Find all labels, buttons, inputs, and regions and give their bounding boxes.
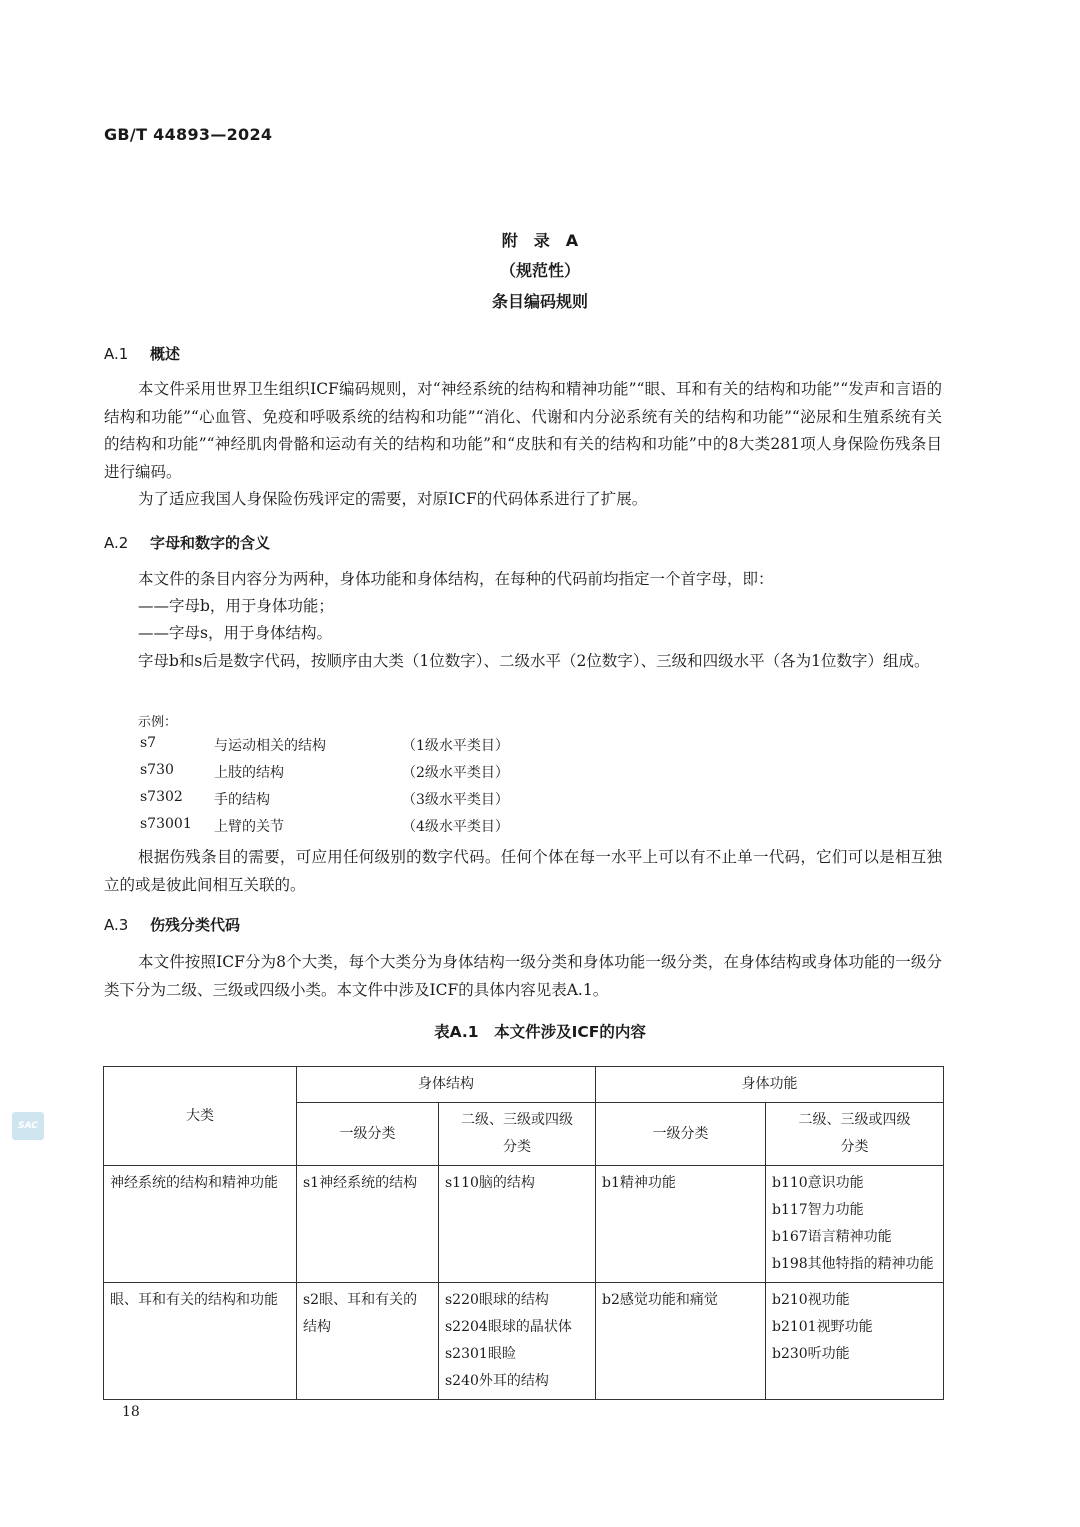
section-a1-body — [104, 376, 942, 514]
cell-line: b1精神功能 — [602, 1175, 676, 1191]
section-heading-a2 — [104, 532, 270, 553]
appendix-nature: （规范性） — [499, 261, 580, 280]
example-desc: 与运动相关的结构 — [214, 738, 326, 754]
cell-category: 神经系统的结构和精神功能 — [104, 1166, 297, 1283]
sac-watermark: SAC — [12, 1112, 44, 1140]
table-caption: 表A.1 本文件涉及ICF的内容 — [434, 1023, 646, 1041]
paragraph: 本文件的条目内容分为两种，身体功能和身体结构，在每种的代码前均指定一个首字母，即： — [138, 570, 774, 588]
cell-line: s110脑的结构 — [445, 1175, 535, 1191]
paragraph: 根据伤残条目的需要，可应用任何级别的数字代码。任何个体在每一水平上可以有不止单一代码，它们可以是相互独立的或是彼此间相互关联的。 — [104, 848, 942, 894]
example-code: s73001 — [140, 816, 192, 832]
header-line: 分类 — [840, 1139, 869, 1155]
paragraph: 字母b和s后是数字代码，按顺序由大类（1位数字）、二级水平（2位数字）、三级和四级水平（各为1位数字）组成。 — [138, 652, 930, 670]
section-a2-para3 — [104, 844, 942, 899]
cell-line: s2301眼睑 — [445, 1346, 516, 1362]
cell-structure-l1 — [297, 1283, 439, 1400]
example-code: s7302 — [140, 789, 183, 805]
cell-function-l1 — [596, 1166, 766, 1283]
page-number: 18 — [122, 1404, 140, 1420]
dash-item: ——字母b，用于身体功能； — [138, 597, 334, 615]
section-title: 伤残分类代码 — [150, 916, 241, 934]
paragraph: 本文件按照ICF分为8个大类，每个大类分为身体结构一级分类和身体功能一级分类，在身体结构或身体功能的一级分类下分为二级、三级或四级小类。本文件中涉及ICF的具体内容见表A.1。 — [104, 953, 942, 999]
section-title: 概述 — [150, 345, 181, 363]
header-category: 大类 — [104, 1067, 297, 1166]
appendix-title: 条目编码规则 — [491, 292, 588, 311]
header-line: 分类 — [503, 1139, 531, 1155]
paragraph: 本文件采用世界卫生组织ICF编码规则，对“神经系统的结构和精神功能”“眼、耳和有关的结构和功能”“发声和言语的结构和功能”“心血管、免疫和呼吸系统的结构和功能”“消化、代谢和内分泌系统有关的结构和功能”“泌尿和生殖系统有关的结构和功能”“神经肌肉骨骼和运动有关的结构和功能”和“皮肤和有关的结构和功能”中的8大类281项人身保险伤残条目进行编码。 — [104, 380, 942, 481]
cell-structure-l234 — [439, 1166, 596, 1283]
example-desc: 上肢的结构 — [214, 765, 284, 781]
paragraph: 为了适应我国人身保险伤残评定的需要，对原ICF的代码体系进行了扩展。 — [138, 490, 648, 508]
header-structure: 身体结构 — [297, 1067, 596, 1103]
cell-category: 眼、耳和有关的结构和功能 — [104, 1283, 297, 1400]
dash-item: ——字母s，用于身体结构。 — [138, 624, 332, 642]
example-level: （3级水平类目） — [402, 792, 509, 808]
header-structure-level234 — [439, 1103, 596, 1166]
table-header-row — [104, 1067, 944, 1103]
example-level: （2级水平类目） — [402, 765, 509, 781]
header-function: 身体功能 — [596, 1067, 944, 1103]
icf-table — [103, 1066, 944, 1400]
cell-line: b167语言精神功能 — [772, 1229, 892, 1245]
header-line: 二级、三级或四级 — [461, 1112, 573, 1128]
section-heading-a3 — [104, 914, 240, 935]
example-level: （4级水平类目） — [402, 819, 509, 835]
example-label: 示例： — [138, 715, 178, 730]
standard-number: GB/T 44893—2024 — [104, 125, 273, 144]
example-desc: 上臂的关节 — [214, 819, 284, 835]
cell-structure-l234 — [439, 1283, 596, 1400]
header-function-level234 — [766, 1103, 944, 1166]
cell-line: s2204眼球的晶状体 — [445, 1319, 572, 1335]
table-row — [104, 1283, 944, 1400]
cell-function-l1 — [596, 1283, 766, 1400]
cell-line: 结构 — [303, 1319, 331, 1335]
cell-line: b198其他特指的精神功能 — [772, 1256, 934, 1272]
cell-line: s2眼、耳和有关的 — [303, 1292, 418, 1308]
section-a2-para2 — [104, 648, 942, 676]
section-number: A.3 — [104, 916, 129, 934]
header-line: 二级、三级或四级 — [798, 1112, 911, 1128]
section-a3-body — [104, 949, 942, 1004]
section-number: A.2 — [104, 534, 129, 552]
example-desc: 手的结构 — [214, 792, 270, 808]
cell-structure-l1 — [297, 1166, 439, 1283]
header-structure-level1: 一级分类 — [297, 1103, 439, 1166]
cell-line: b2101视野功能 — [772, 1319, 873, 1335]
cell-line: b2感觉功能和痛觉 — [602, 1292, 718, 1308]
section-a2-intro — [104, 566, 942, 594]
example-code: s7 — [140, 735, 157, 751]
header-function-level1: 一级分类 — [596, 1103, 766, 1166]
cell-line: b230听功能 — [772, 1346, 850, 1362]
section-number: A.1 — [104, 345, 129, 363]
cell-function-l234 — [766, 1283, 944, 1400]
cell-line: s240外耳的结构 — [445, 1373, 549, 1389]
example-level: （1级水平类目） — [402, 738, 509, 754]
cell-line: b117智力功能 — [772, 1202, 864, 1218]
appendix-label: 附 录 A — [501, 231, 579, 250]
cell-line: s1神经系统的结构 — [303, 1175, 418, 1191]
cell-line: b110意识功能 — [772, 1175, 864, 1191]
table-row — [104, 1166, 944, 1283]
example-code: s730 — [140, 762, 174, 778]
cell-line: b210视功能 — [772, 1292, 850, 1308]
section-heading-a1 — [104, 343, 180, 364]
cell-function-l234 — [766, 1166, 944, 1283]
section-title: 字母和数字的含义 — [150, 534, 271, 552]
cell-line: s220眼球的结构 — [445, 1292, 549, 1308]
